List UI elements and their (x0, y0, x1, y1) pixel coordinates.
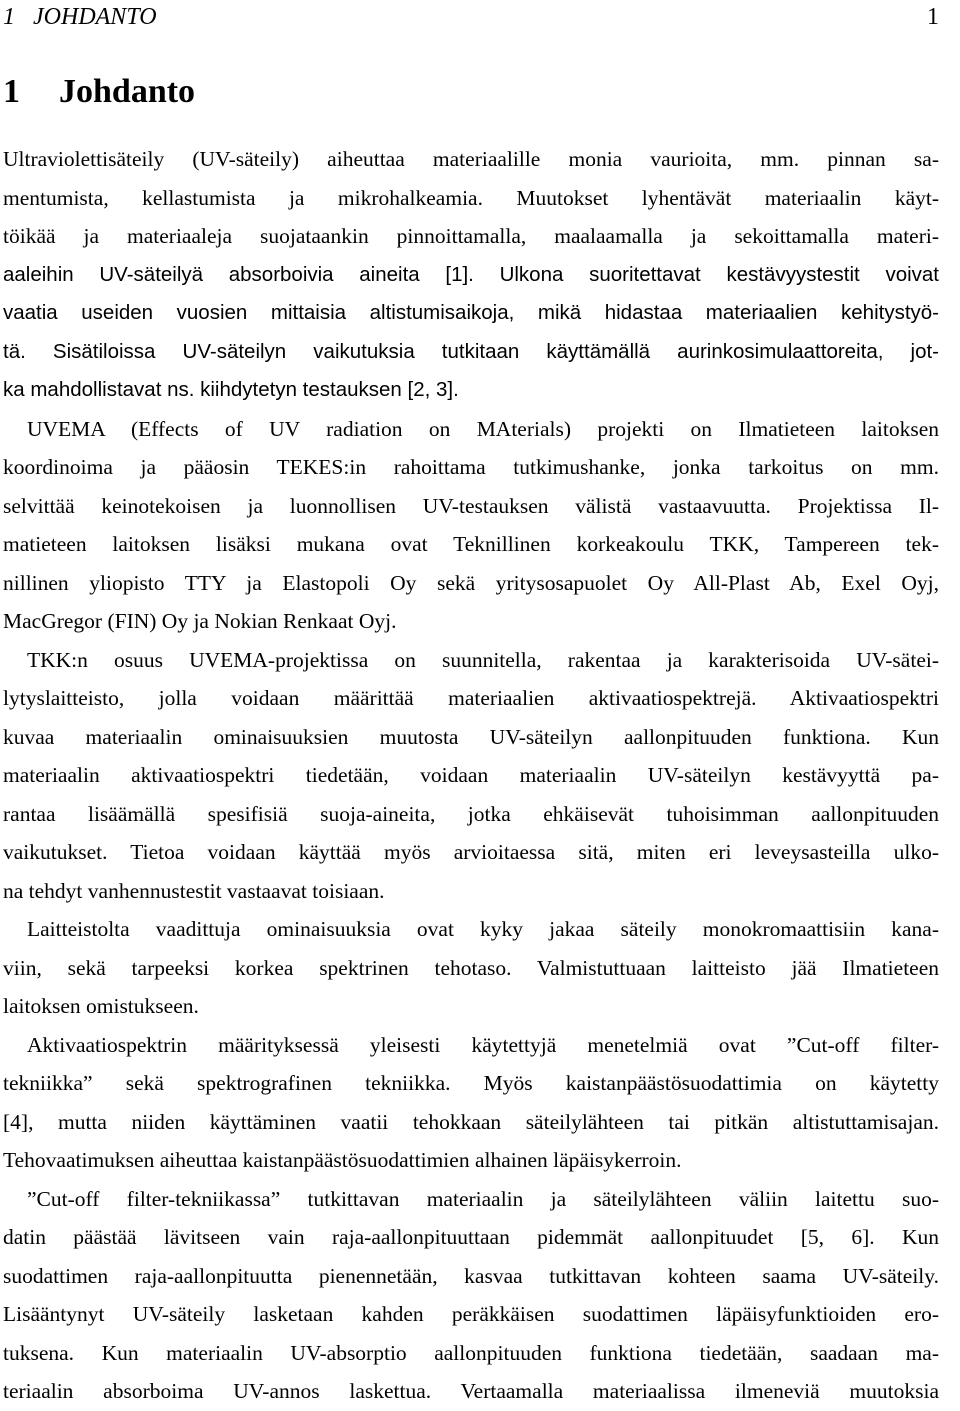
running-header (3, 2, 939, 32)
text-line: suodattimen raja-aallonpituutta pienennetään, kasvaa tutkittavan kohteen saama UV-säteily. (3, 1263, 939, 1288)
text-line: mentumista, kellastumista ja mikrohalkeamia. Muutokset lyhentävät materiaalin käyt- (3, 185, 939, 210)
text-line: vaatia useiden vuosien mittaisia altistumisaikoja, mikä hidastaa materiaalien kehitystyö- (3, 301, 939, 324)
text-line: Aktivaatiospektrin määrityksessä yleisesti käytettyjä menetelmiä ovat ”Cut-off filter- (27, 1032, 939, 1057)
paragraph-5 (3, 1026, 939, 1180)
text-line: tuksena. Kun materiaalin UV-absorptio aallonpituuden funktiona tiedetään, saadaan ma- (3, 1340, 939, 1365)
text-line: na tehdyt vanhennustestit vastaavat toisiaan. (3, 878, 385, 903)
section-number: 1 (3, 73, 20, 110)
text-line: lytyslaitteisto, jolla voidaan määrittää materiaalien aktivaatiospektrejä. Aktivaatiospektri (3, 686, 939, 710)
text-line: [4], mutta niiden käyttäminen vaatii tehokkaan säteilylähteen tai pitkän altistuttamisajan. (3, 1109, 939, 1134)
text-line: UVEMA (Effects of UV radiation on MAterials) projekti on Ilmatieteen laitoksen (27, 416, 939, 441)
text-line: selvittää keinotekoisen ja luonnollisen UV-testauksen välistä vastaavuutta. Projektissa Il- (3, 493, 939, 518)
paragraph-2 (3, 410, 939, 641)
text-line: Ultraviolettisäteily (UV-säteily) aiheuttaa materiaalille monia vaurioita, mm. pinnan sa- (3, 147, 939, 171)
paragraph-4 (3, 910, 939, 1026)
text-line: vaikutukset. Tietoa voidaan käyttää myös arvioitaessa sitä, miten eri leveysasteilla ulko- (3, 840, 939, 864)
paragraph-6 (3, 1180, 939, 1411)
text-line: viin, sekä tarpeeksi korkea spektrinen tehotaso. Valmistuttuaan laitteisto jää Ilmatieteen (3, 955, 939, 980)
text-line: ”Cut-off filter-tekniikassa” tutkittavan materiaalin ja säteilylähteen väliin laitettu suo- (27, 1186, 939, 1211)
text-line: datin päästää lävitseen vain raja-aallonpituuttaan pidemmät aallonpituudet [5, 6]. Kun (3, 1225, 939, 1249)
text-line: Laitteistolta vaadittuja ominaisuuksia ovat kyky jakaa säteily monokromaattisiin kana- (27, 917, 939, 941)
text-line: materiaalin aktivaatiospektri tiedetään, voidaan materiaalin UV-säteilyn kestävyyttä pa- (3, 763, 939, 787)
text-line: koordinoima ja pääosin TEKES:in rahoittama tutkimushanke, jonka tarkoitus on mm. (3, 455, 939, 479)
text-line: laitoksen omistukseen. (3, 994, 199, 1018)
text-line: aaleihin UV-säteilyä absorboivia aineita [1]. Ulkona suoritettavat kestävyystestit voivat (3, 262, 939, 286)
section-heading (3, 70, 195, 114)
text-line: tä. Sisätiloissa UV-säteilyn vaikutuksia tutkitaan käyttämällä aurinkosimulaattoreita, jot- (3, 339, 939, 363)
page-number: 1 (927, 4, 939, 30)
text-line: Lisääntynyt UV-säteily lasketaan kahden peräkkäisen suodattimen läpäisyfunktioiden ero- (3, 1302, 939, 1326)
text-line: Tehovaatimuksen aiheuttaa kaistanpäästösuodattimien alhainen läpäisykerroin. (3, 1148, 682, 1172)
text-line: matieteen laitoksen lisäksi mukana ovat Teknillinen korkeakoulu TKK, Tampereen tek- (3, 532, 939, 556)
text-line: TKK:n osuus UVEMA-projektissa on suunnitella, rakentaa ja karakterisoida UV-sätei- (27, 647, 939, 672)
text-line: töikää ja materiaaleja suojataankin pinnoittamalla, maalaamalla ja sekoittamalla materi- (3, 224, 939, 248)
paragraph-1 (3, 140, 939, 410)
text-line: kuvaa materiaalin ominaisuuksien muutosta UV-säteilyn aallonpituuden funktiona. Kun (3, 724, 939, 749)
document-page (3, 0, 939, 1404)
text-line: MacGregor (FIN) Oy ja Nokian Renkaat Oyj. (3, 609, 397, 633)
text-line: ka mahdollistavat ns. kiihdytetyn testauksen [2, 3]. (3, 378, 459, 401)
text-line: nillinen yliopisto TTY ja Elastopoli Oy sekä yritysosapuolet Oy All-Plast Ab, Exel Oyj, (3, 570, 939, 595)
section-title-text: Johdanto (59, 73, 196, 110)
text-line: rantaa lisäämällä spesifisiä suoja-aineita, jotka ehkäisevät tuhoisimman aallonpituuden (3, 801, 939, 826)
paragraph-3 (3, 641, 939, 911)
running-header-chapter: 1 JOHDANTO (3, 4, 157, 30)
text-line: teriaalin absorboima UV-annos laskettua. Vertaamalla materiaalissa ilmeneviä muutoksia (3, 1379, 939, 1403)
text-line: tekniikka” sekä spektrografinen tekniikka. Myös kaistanpäästösuodattimia on käytetty (3, 1071, 939, 1095)
body-text (3, 140, 939, 1411)
